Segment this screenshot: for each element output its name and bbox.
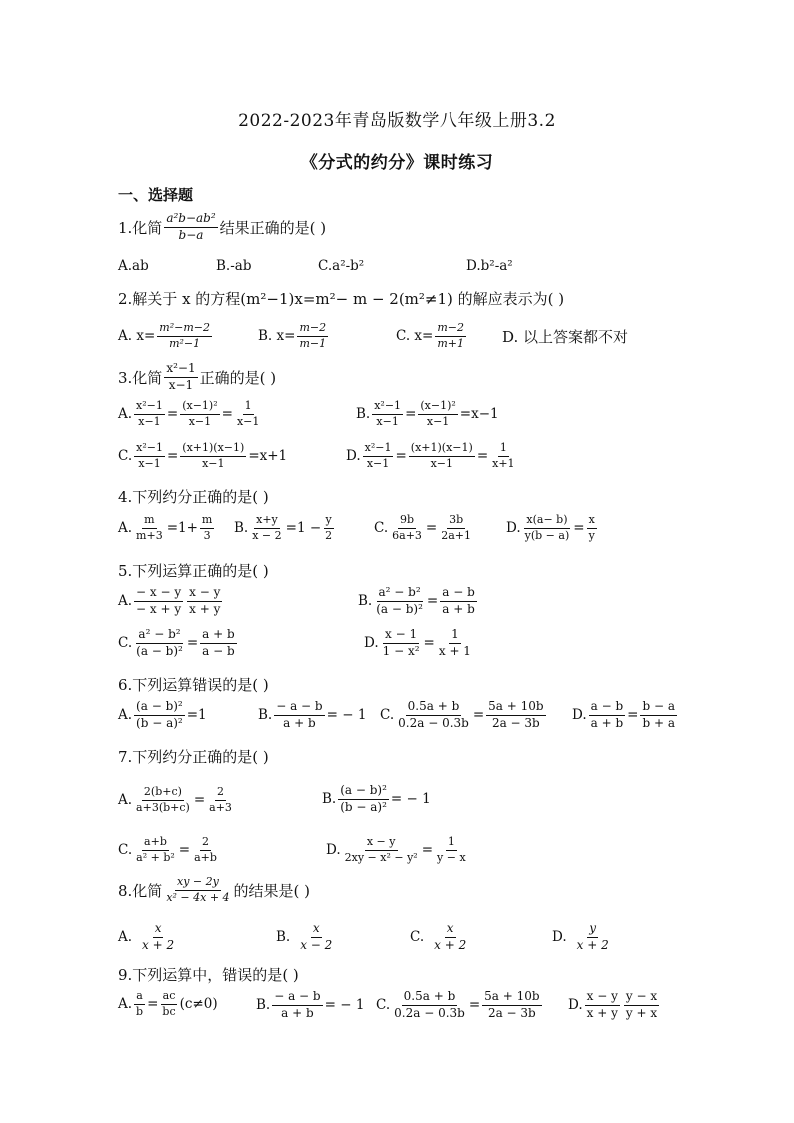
option-fraction-1 [274,700,324,731]
question-7 [118,746,269,767]
q3-option-a: A. $\frac{\text{x²−1}}{x-1}$ = $\frac{\text{(x−1)²}}{x-1}$ = $\frac{1}{x-1}$ [118,399,260,428]
fraction-denominator: a + b [283,715,316,730]
option-fraction-3 [235,400,261,428]
fraction-numerator: a [134,990,145,1005]
fraction-numerator: a² − b² [377,586,423,602]
fraction-numerator: x²−1 [363,442,394,457]
option-fraction-2 [437,628,473,659]
option-fraction [297,322,328,350]
q1-option-b: B.-ab [216,258,252,274]
option-tail: =1 [186,707,207,724]
fraction-numerator: (a − b)² [134,700,185,716]
fraction-numerator: x − y [365,836,398,851]
q4-option-b [234,514,336,542]
question-6-text: 6.下列运算错误的是( ) [118,676,269,694]
option-label: A. [118,593,133,610]
q6-option-d: D. $\frac{a - b}{a + b}$ = $\frac{b - a}{b + a}$ [572,699,676,730]
fraction-numerator: x [445,922,456,938]
option-fraction-1 [250,514,283,542]
q4-option-c: C. $\frac{9b}{6a+3}$ = $\frac{3b}{2a+1}$ [374,513,472,542]
fraction-denominator: y − x [437,850,466,864]
fraction-numerator: m−2 [435,322,466,337]
fraction-denominator: 2 [325,528,333,542]
option-fraction-2 [409,442,475,470]
fraction-numerator: y − x [624,990,659,1006]
option-tail: = − 1 [390,791,431,808]
option-label: D. [346,448,361,465]
option-label: A. [118,707,133,724]
option-label: C. [410,929,425,946]
option-fraction-2 [200,514,214,542]
option-fraction-1 [134,836,177,864]
q1-option-c: C.a²-b² [318,258,365,274]
option-label: A. [118,406,133,423]
fraction-denominator: x + 2 [576,937,609,952]
question-5 [118,560,269,581]
option-fraction [140,922,176,953]
q3-option-c: C. $\frac{\text{x²−1}}{x-1}$ = $\frac{(x+1)(x-1)}{x-1}$ =x+1 [118,441,288,470]
option-label: C. [380,707,395,724]
q4-option-a [118,514,216,542]
option-fraction-2 [160,990,177,1018]
fraction-numerator: (x−1)² [180,400,219,415]
fraction-denominator: x−1 [236,414,260,428]
fraction-denominator: x−1 [426,414,450,428]
option-fraction-2 [482,990,541,1021]
question-4 [118,486,269,507]
q5-option-a [118,586,224,617]
option-fraction-1 [363,442,394,470]
option-label: B. [276,929,291,946]
question-7-text: 7.下列约分正确的是( ) [118,748,269,766]
option-fraction [435,322,466,350]
fraction-denominator: m+1 [437,336,465,350]
option-mid: =1+ [166,520,198,537]
fraction-numerator: a²b−ab² [164,212,217,228]
fraction-denominator: a+b [194,850,217,864]
q9-option-c: C. $\frac{0.5a + b}{0.2a - 0.3b}$ = $\frac{5a + 10b}{2a - 3b}$ [376,989,540,1020]
option-label: A. [118,996,133,1013]
option-label: D. [572,707,587,724]
question-2 [118,288,564,309]
option-label: C. [118,635,133,652]
option-label: B. [356,406,371,423]
option-mid: =1 − [285,520,322,537]
fraction-denominator: a − b [202,643,235,658]
q3-option-b: B. $\frac{\text{x²−1}}{x-1}$ = $\frac{\text{(x−1)²}}{x-1}$ =x−1 [356,399,499,428]
fraction-denominator: x−1 [430,456,454,470]
option-fraction [575,922,611,953]
fraction-denominator: (b − a)² [340,799,387,814]
fraction-denominator: x−1 [376,414,399,428]
question-3-prefix: 3.化简 [118,368,163,387]
fraction-denominator: a + b [590,715,624,730]
q2-option-d: D. 以上答案都不对 [502,328,629,346]
fraction-numerator: − a − b [274,700,324,716]
fraction-denominator: x + 2 [434,937,467,952]
fraction-denominator: y(b − a) [524,528,570,542]
fraction-numerator: 3b [447,514,465,529]
q6-option-a [118,700,207,731]
option-fraction-2 [180,400,219,428]
question-1-fraction [164,212,217,243]
fraction-numerator: 0.5a + b [406,700,462,716]
option-fraction-1 [589,700,626,731]
option-fraction-2 [439,514,473,542]
question-8-prefix: 8.化简 [118,881,163,900]
option-fraction-2 [187,586,222,617]
fraction-numerator: 5a + 10b [486,700,545,716]
q6-option-b [258,700,366,731]
fraction-denominator: x+1 [492,456,515,470]
fraction-denominator: x−1 [366,456,390,470]
fraction-numerator: 1 [498,442,509,457]
option-fraction-1 [523,514,572,542]
option-label: A. [118,520,133,537]
option-fraction-1 [134,514,165,542]
fraction-denominator: bc [162,1004,176,1018]
question-3-fraction [164,362,197,393]
option-fraction-2 [624,990,659,1021]
fraction-denominator: a+3(b+c) [136,800,190,814]
fraction-denominator: x−1 [138,414,161,428]
fraction-denominator: a² + b² [136,850,175,864]
option-fraction-1 [134,700,185,731]
option-fraction [432,922,468,953]
fraction-numerator: x [587,514,597,529]
fraction-numerator: 0.5a + b [402,990,458,1006]
fraction-denominator: x−1 [138,456,161,470]
q9-option-a: A. $\frac{a}{b}$ = $\frac{ac}{bc}$ (c≠0) [118,989,218,1018]
q1-option-d: D.b²-a² [466,258,513,274]
q8-option-b [276,922,336,953]
fraction-numerator: 2 [215,786,226,801]
option-tail: (c≠0) [179,996,218,1013]
fraction-denominator: 3 [203,528,211,542]
fraction-denominator: 2a − 3b [487,1005,536,1020]
q9-option-b [256,990,364,1021]
question-1 [118,212,326,243]
option-tail: = − 1 [326,707,367,724]
question-2-text: 2.解关于 x 的方程(m²−1)x=m²− m − 2(m²≠1) 的解应表示为( ) [118,290,565,308]
fraction-denominator: x − 2 [252,528,282,542]
fraction-numerator: (a − b)² [338,784,389,800]
fraction-numerator: x − y [187,586,222,602]
q6-option-c: C. $\frac{0.5a + b}{0.2a - 0.3b}$ = $\frac{5a + 10b}{2a - 3b}$ [380,699,544,730]
option-fraction-2 [440,586,477,617]
q7-option-d: D. $\frac{x - y}{\text{2xy − x² − y²}}$ = $\frac{1}{y - x}$ [326,835,466,864]
fraction-numerator: m [200,514,214,529]
fraction-numerator: x(a− b) [524,514,569,529]
option-label: C. [374,520,389,537]
option-label: D. [506,520,521,537]
option-fraction-1 [134,786,192,814]
option-fraction-1 [396,700,471,731]
worksheet-title: 2022-2023年青岛版数学八年级上册3.2 [238,111,556,131]
fraction-numerator: a + b [200,628,237,644]
option-fraction-1 [134,400,165,428]
fraction-numerator: m [142,514,156,529]
fraction-numerator: b − a [640,700,677,716]
fraction-denominator: b [136,1004,144,1018]
fraction-denominator: x + 2 [142,937,175,952]
fraction-numerator: a − b [589,700,626,716]
fraction-numerator: 1 [446,836,457,851]
q7-option-b [322,784,431,815]
fraction-denominator: b−a [178,227,204,242]
q4-option-d: D. $\frac{x(a- b)}{y(b - a)}$ = $\frac{x}{y}$ [506,513,595,542]
option-label: C. x= [396,328,434,345]
fraction-denominator: y + x [625,1005,658,1020]
option-label: B. [322,791,337,808]
question-6 [118,674,269,695]
fraction-numerator: x²−1 [134,442,165,457]
fraction-denominator: 1 − x² [382,643,420,658]
fraction-numerator: 1 [243,400,254,415]
q5-option-d: D. $\frac{x - 1}{\text{1 − x²}}$ = $\frac{1}{x + 1}$ [364,627,471,658]
fraction-numerator: x − y [585,990,620,1006]
fraction-numerator: (x−1)² [418,400,457,415]
fraction-denominator: − x + y [136,601,182,616]
fraction-numerator: x²−1 [372,400,403,415]
option-label: B. [358,593,373,610]
option-fraction [298,922,334,953]
question-9-text: 9.下列运算中，错误的是( ) [118,966,299,984]
option-fraction-3 [490,442,516,470]
fraction-numerator: 5a + 10b [482,990,541,1006]
fraction-denominator: a + b [281,1005,314,1020]
fraction-denominator: x − 2 [300,937,333,952]
fraction-denominator: a+3 [209,800,232,814]
option-fraction-1 [338,784,389,815]
fraction-denominator: x + y [189,601,221,616]
q9-option-d [568,990,661,1021]
option-label: D. [552,929,567,946]
option-fraction-1 [343,836,420,864]
fraction-denominator: 2xy − x² − y² [344,850,418,864]
option-label: A. [118,929,133,946]
question-3 [118,362,276,393]
q3-option-d: D. $\frac{\text{x²−1}}{x-1}$ = $\frac{(x+1)(x-1)}{x-1}$ = $\frac{1}{x+1}$ [346,441,515,470]
q1-option-a: A.ab [118,258,149,274]
q8-option-c [410,922,470,953]
option-fraction-2 [323,514,334,542]
fraction-numerator: 2 [200,836,211,851]
option-fraction-2 [418,400,457,428]
option-fraction-1 [134,628,185,659]
option-fraction-1 [585,990,620,1021]
fraction-numerator: a − b [440,586,477,602]
option-fraction-1 [372,400,403,428]
fraction-numerator: x²−1 [134,400,165,415]
fraction-numerator: x+y [254,514,280,529]
option-label: B. x= [258,328,296,345]
fraction-numerator: y [324,514,334,529]
option-fraction [157,322,212,350]
q7-option-c: C. $\frac{a+b}{\text{a² + b²}}$ = $\frac{2}{a+b}$ [118,835,217,864]
fraction-denominator: m−1 [299,336,327,350]
fraction-denominator: x + y [586,1005,618,1020]
section-heading: 一、选择题 [118,186,194,204]
option-fraction-2 [486,700,545,731]
option-tail: = − 1 [324,997,365,1014]
fraction-numerator: 2(b+c) [142,786,184,801]
q8-option-a [118,922,178,953]
option-fraction-2 [207,786,234,814]
fraction-denominator: 0.2a − 0.3b [394,1005,465,1020]
fraction-numerator: x − 1 [383,628,419,644]
option-fraction-1 [134,586,183,617]
fraction-denominator: (a − b)² [136,643,183,658]
fraction-numerator: x [153,922,164,938]
option-label: A. [118,792,133,809]
option-label: C. [118,448,133,465]
fraction-numerator: m−2 [297,322,328,337]
fraction-numerator: 9b [398,514,416,529]
option-fraction-1 [134,442,165,470]
q7-option-a: A. $\frac{2(b+c)}{a+3(b+c)}$ = $\frac{2}{a+3}$ [118,785,232,814]
fraction-numerator: − a − b [272,990,322,1006]
fraction-denominator: x + 1 [438,643,471,658]
fraction-numerator: m²−m−2 [157,322,212,337]
fraction-denominator: (b − a)² [136,715,183,730]
q2-option-b [258,322,330,350]
fraction-denominator: m²−1 [169,336,201,350]
q8-option-d [552,922,613,953]
question-3-suffix: 正确的是( ) [199,368,277,387]
fraction-denominator: x² − 4x + 4 [166,890,230,904]
option-label: D. [364,635,379,652]
fraction-numerator: xy − 2y [175,876,221,891]
option-label: B. [234,520,249,537]
q5-option-b: B. $\frac{\text{a² − b²}}{\text{(a − b)²}}$ = $\frac{a - b}{a + b}$ [358,585,475,616]
question-5-text: 5.下列运算正确的是( ) [118,562,269,580]
fraction-numerator: (x+1)(x−1) [180,442,246,457]
option-tail: =x−1 [459,406,499,423]
fraction-denominator: m+3 [136,528,163,542]
q2-option-a [118,322,214,350]
question-4-text: 4.下列约分正确的是( ) [118,488,269,506]
option-label: C. [376,997,391,1014]
question-8-suffix: 的结果是( ) [233,881,311,900]
fraction-numerator: − x − y [134,586,183,602]
fraction-numerator: (x+1)(x−1) [409,442,475,457]
option-fraction-2 [640,700,677,731]
fraction-denominator: 2a+1 [441,528,472,542]
option-fraction-1 [392,990,467,1021]
fraction-numerator: ac [161,990,178,1005]
option-label: C. [118,842,133,859]
fraction-denominator: b + a [642,715,676,730]
option-label: A. x= [118,328,156,345]
option-fraction-1 [374,586,425,617]
option-fraction-1 [381,628,422,659]
fraction-denominator: (a − b)² [376,601,423,616]
q5-option-c: C. $\frac{\text{a² − b²}}{\text{(a − b)²}}$ = $\frac{a + b}{a - b}$ [118,627,235,658]
fraction-numerator: x²−1 [164,362,197,378]
fraction-numerator: a+b [142,836,169,851]
option-label: D. [326,842,341,859]
option-label: B. [258,707,273,724]
option-fraction-2 [435,836,468,864]
option-fraction-2 [180,442,246,470]
q2-option-c [396,322,468,350]
option-fraction-2 [200,628,237,659]
option-label: B. [256,997,271,1014]
fraction-numerator: a² − b² [136,628,182,644]
option-fraction-1 [134,990,145,1018]
fraction-numerator: 1 [449,628,461,644]
option-tail: =x+1 [248,448,288,465]
question-8-fraction [164,876,231,904]
fraction-denominator: x−1 [168,377,194,392]
question-1-suffix: 结果正确的是( ) [219,218,327,237]
option-fraction-2 [192,836,219,864]
fraction-denominator: 2a − 3b [491,715,540,730]
fraction-denominator: x−1 [202,456,225,470]
fraction-denominator: y [588,528,595,542]
fraction-denominator: 0.2a − 0.3b [398,715,469,730]
fraction-denominator: x−1 [188,414,212,428]
option-label: D. [568,997,583,1014]
question-1-prefix: 1.化简 [118,218,163,237]
question-8 [118,876,310,904]
fraction-numerator: x [311,922,322,938]
worksheet-subtitle: 《分式的约分》课时练习 [300,153,494,173]
option-fraction-1 [272,990,322,1021]
fraction-denominator: a + b [442,601,475,616]
option-fraction-2 [587,514,597,542]
question-9 [118,964,299,985]
fraction-numerator: y [587,922,598,938]
fraction-denominator: 6a+3 [392,528,422,542]
option-fraction-1 [390,514,424,542]
